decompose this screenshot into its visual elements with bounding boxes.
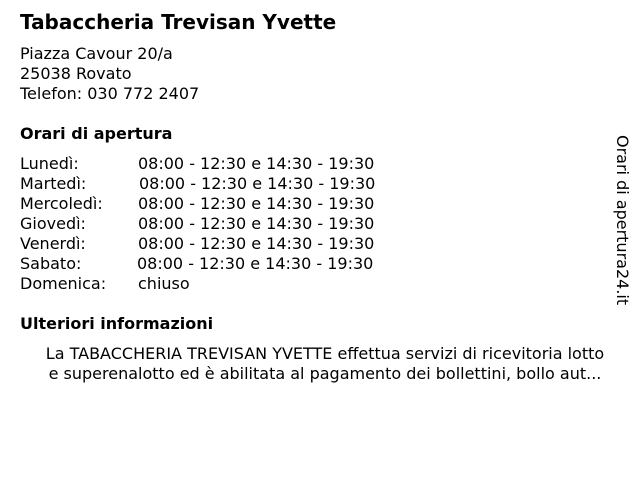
hours-row-thursday <box>20 214 440 234</box>
hours-row-sunday <box>20 274 440 294</box>
hours-day: Domenica: <box>20 274 107 293</box>
store-name: Tabaccheria Trevisan Yvette <box>20 10 337 34</box>
phone-number: Telefon: 030 772 2407 <box>20 84 200 103</box>
brand-vertical <box>610 135 634 310</box>
address-street: Piazza Cavour 20/a <box>20 44 173 63</box>
brand-label: Orari di apertura24.it <box>613 135 632 306</box>
hours-heading: Orari di apertura <box>20 124 173 143</box>
info-line: La TABACCHERIA TREVISAN YVETTE effettua servizi di ricevitoria lotto <box>45 344 605 363</box>
address-city: 25038 Rovato <box>20 64 132 83</box>
hours-day: Venerdì: <box>20 234 86 253</box>
info-heading: Ulteriori informazioni <box>20 314 214 333</box>
hours-row-friday <box>20 234 440 254</box>
hours-time: 08:00 - 12:30 e 14:30 - 19:30 <box>138 234 375 253</box>
hours-time: 08:00 - 12:30 e 14:30 - 19:30 <box>137 254 374 273</box>
hours-row-monday <box>20 154 440 174</box>
hours-day: Lunedì: <box>20 154 79 173</box>
hours-row-tuesday <box>20 174 440 194</box>
hours-day: Giovedì: <box>20 214 86 233</box>
hours-time: 08:00 - 12:30 e 14:30 - 19:30 <box>138 214 375 233</box>
hours-time: 08:00 - 12:30 e 14:30 - 19:30 <box>138 194 375 213</box>
hours-time: 08:00 - 12:30 e 14:30 - 19:30 <box>138 154 375 173</box>
info-line: e superenalotto ed è abilitata al pagamento dei bollettini, bollo aut... <box>48 364 602 383</box>
hours-day: Mercoledì: <box>20 194 103 213</box>
hours-day: Sabato: <box>20 254 82 273</box>
info-description <box>10 344 640 384</box>
hours-row-saturday <box>20 254 440 274</box>
hours-day: Martedì: <box>20 174 87 193</box>
hours-time: 08:00 - 12:30 e 14:30 - 19:30 <box>139 174 376 193</box>
hours-row-wednesday <box>20 194 440 214</box>
hours-time: chiuso <box>138 274 190 293</box>
